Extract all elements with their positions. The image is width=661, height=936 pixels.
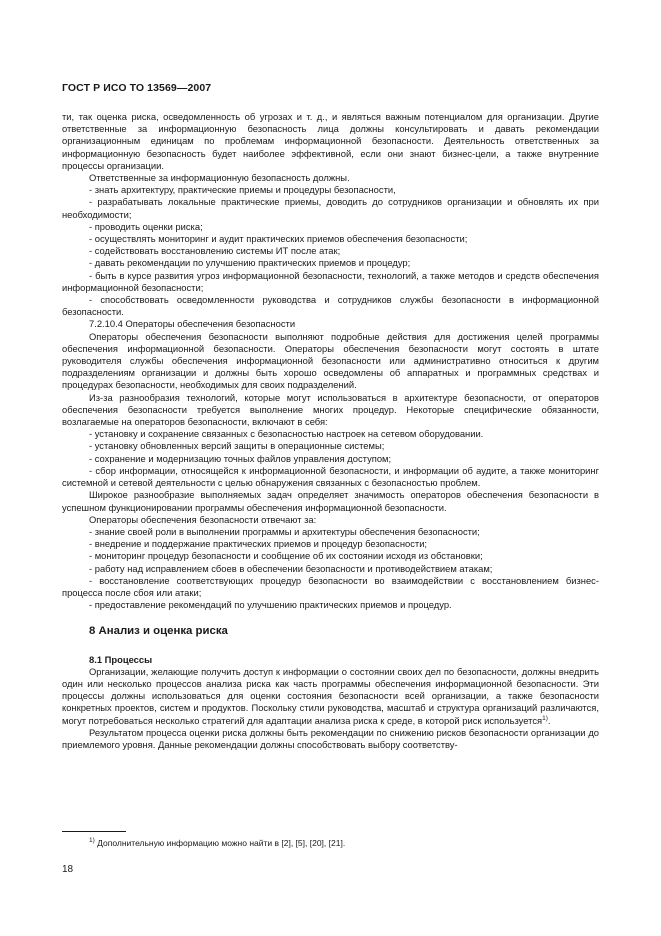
list-item: - сохранение и модернизацию точных файлов управления доступом; bbox=[89, 452, 392, 464]
paragraph: Операторы обеспечения безопасности отвечают за: bbox=[89, 513, 317, 525]
list-item: - давать рекомендации по улучшению практических приемов и процедур; bbox=[89, 257, 411, 269]
list-item: - осуществлять мониторинг и аудит практических приемов обеспечения безопасности; bbox=[89, 233, 468, 245]
footnote bbox=[89, 838, 599, 849]
list-item: - сбор информации, относящейся к информационной безопасности, и информации об аудите, а также мониторинг системной и сетевой деятельности с целью обнаружения связанных с безопасностью проблем. bbox=[62, 464, 599, 489]
page-number: 18 bbox=[62, 864, 74, 875]
clause-heading: 7.2.10.4 Операторы обеспечения безопасности bbox=[89, 318, 296, 330]
list-item: - мониторинг процедур безопасности и сообщение об их состоянии исходя из обстановки; bbox=[89, 550, 483, 562]
list-item: - внедрение и поддержание практических приемов и процедур безопасности; bbox=[89, 538, 428, 550]
list-item: - знать архитектуру, практические приемы и процедуры безопасности, bbox=[89, 184, 396, 196]
document-header: ГОСТ Р ИСО ТО 13569—2007 bbox=[62, 82, 212, 94]
paragraph: Широкое разнообразие выполняемых задач определяет значимость операторов обеспечения безопасности в успешном функционировании программы обеспечения информационной безопасности. bbox=[62, 489, 599, 513]
list-item: - предоставление рекомендаций по улучшению практических приемов и процедур. bbox=[89, 599, 452, 611]
footnote-mark: 1) bbox=[89, 837, 95, 845]
list-item: - установку обновленных версий защиты в операционные системы; bbox=[89, 440, 385, 452]
list-item: - работу над исправлением сбоев в обеспечении безопасности и противодействием атакам; bbox=[89, 562, 493, 574]
subsection-heading: 8.1 Процессы bbox=[89, 653, 153, 665]
paragraph: ти, так оценка риска, осведомленность об угрозах и т. д., и являться важным потенциалом для организации. Другие ответственные за информационную безопасность лица должны консультировать и давать рекомендации организационным единицам по проблемам информационной безопасности. Деятельность ответственных за информационную безопасность будет наиболее эффективной, если они знают бизнес-цели, а также внутренние процессы организации. bbox=[62, 111, 599, 171]
footnote-ref: 1) bbox=[542, 714, 548, 722]
footnote-text: Дополнительную информацию можно найти в [2], [5], [20], [21]. bbox=[94, 838, 346, 848]
paragraph: Результатом процесса оценки риска должны быть рекомендации по снижению рисков безопасности организации до приемлемого уровня. Данные рекомендации должны способствовать выбору соответству- bbox=[62, 726, 599, 750]
list-item: - способствовать осведомленности руководства и сотрудников службы безопасности в информационной безопасности. bbox=[62, 294, 599, 318]
paragraph: Ответственные за информационную безопасность должны. bbox=[89, 172, 350, 184]
footnote-divider bbox=[62, 831, 126, 832]
list-item: - проводить оценки риска; bbox=[89, 220, 203, 232]
document-body bbox=[62, 111, 599, 751]
list-item: - восстановление соответствующих процедур безопасности во взаимодействии с восстановлением бизнес-процесса после сбоя или атаки; bbox=[62, 574, 599, 598]
list-item: - быть в курсе развития угроз информационной безопасности, технологий, а также методов и средств обеспечения информационной безопасности; bbox=[62, 269, 599, 293]
list-item: - разрабатывать локальные практические приемы, доводить до сотрудников организации и обновлять их при необходимости; bbox=[62, 196, 599, 220]
paragraph-end: . bbox=[547, 714, 551, 726]
list-item: - установку и сохранение связанных с безопасностью настроек на сетевом оборудовании. bbox=[89, 428, 484, 440]
paragraph: Из-за разнообразия технологий, которые могут использоваться в архитектуре безопасности, от операторов обеспечения безопасности требуется выполнение многих процедур. Некоторые специфические обязанности, возлагаемые на операторов безопасности, включают в себя: bbox=[62, 391, 599, 428]
list-item: - знание своей роли в выполнении программы и архитектуры обеспечения безопасности; bbox=[89, 525, 480, 537]
list-item: - содействовать восстановлению системы ИТ после атак; bbox=[89, 245, 341, 257]
section-heading: 8 Анализ и оценка риска bbox=[89, 625, 228, 638]
paragraph-text: Организации, желающие получить доступ к информации о состоянии своих дел по безопасности, должны внедрить один или несколько процессов анализа риска как часть программы обеспечения информационной безопасности. Эти процессы должны использоваться для оценки состояния безопасности всей организации, а также безопасности конкретных проектов, систем и продуктов. Поскольку стили руководства, масштаб и структура организаций различаются, могут потребоваться несколько стратегий для адаптации анализа риска к среде, в которой риск используется bbox=[62, 665, 599, 726]
paragraph: Операторы обеспечения безопасности выполняют подробные действия для достижения целей программы обеспечения информационной безопасности. Операторы обеспечения безопасности могут состоять в штате руководителя службы обеспечения информационной безопасности или административно относиться к другим подразделениям организации и должны быть хорошо осведомлены об аппаратных и программных средствах и процедурах безопасности, необходимых для своих подразделений. bbox=[62, 330, 599, 391]
paragraph bbox=[62, 666, 599, 727]
